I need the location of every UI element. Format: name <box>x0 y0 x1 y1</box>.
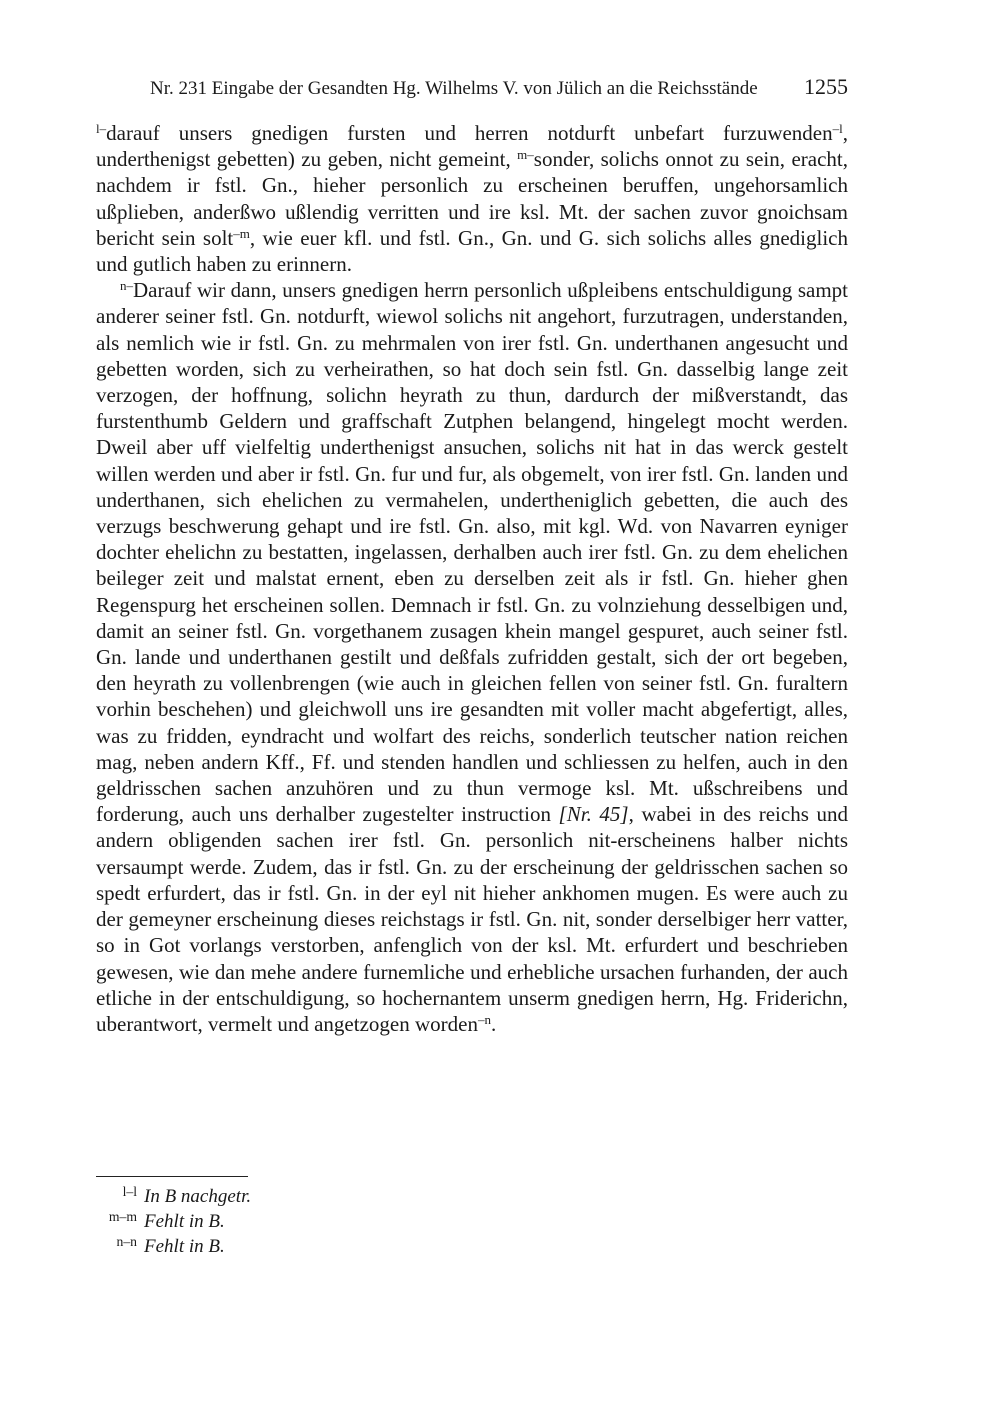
note-marker-m-start: m– <box>517 147 534 163</box>
paragraph-1-text-a: darauf unsers gnedigen fursten und herren notdurft unbefart furzuwenden <box>106 121 833 145</box>
footnote-mark: n–n <box>116 1234 137 1249</box>
footnote-text: Fehlt in B. <box>144 1236 225 1257</box>
note-marker-m-end: –m <box>233 225 250 241</box>
footnote <box>96 1234 496 1259</box>
paragraph-2-text-c: . <box>490 1011 497 1036</box>
paragraph-2 <box>96 277 848 1037</box>
paragraph-1-text-b: , underthenigst gebetten) zu geben, nicht gemeint, <box>96 121 848 172</box>
cross-reference: [Nr. 45] <box>558 802 629 827</box>
footnote-text: In B nachgetr. <box>144 1186 252 1207</box>
footnote <box>96 1184 496 1209</box>
note-marker-l-start: l– <box>96 120 107 136</box>
note-marker-n-end: –n <box>477 1011 491 1027</box>
footnote-text: Fehlt in B. <box>144 1211 225 1232</box>
paragraph-2-text-b: , wabei in des reichs und andern obligenden sachen irer fstl. Gn. personlich nit-erscheinens halber nichts versaumpt werde. Zudem, das ir fstl. Gn. zu der erscheinung der geldrisschen sachen so spedt erfurdert, das ir fstl. Gn. in der eyl nit hieher ankhomen mugen. Es were auch zu der gemeyner erscheinung dieses reichstags ir fstl. Gn. nit, sonder derselbiger herr vatter, so in Got vorlangs verstorben, anfenglich von der ksl. Mt. erfurdert und beschrieben gewesen, wie dan mehe andere furnemliche und erhebliche ursachen furhanden, der auch etliche in der entschuldigung, so hochernantem unserm gnedigen herrn, Hg. Friderichn, uberantwort, vermelt und angetzogen worden <box>96 802 848 1036</box>
header-title: Nr. 231 Eingabe der Gesandten Hg. Wilhelms V. von Jülich an die Reichsstände <box>150 78 758 99</box>
paragraph-1-text-d: , wie euer kfl. und fstl. Gn., Gn. und G. sich solichs alles gnediglich und gutlich haben zu erinnern. <box>96 225 849 277</box>
footnote-mark: m–m <box>108 1209 137 1224</box>
footnotes <box>96 1184 496 1259</box>
note-marker-l-end: –l <box>832 120 843 136</box>
footnote-mark: l–l <box>122 1184 137 1199</box>
footnote-divider <box>96 1176 248 1177</box>
main-text <box>96 120 848 1037</box>
paragraph-1-text-c: sonder, solichs onnot zu sein, eracht, nachdem ir fstl. Gn., hieher personlich zu erscheinen beruffen, ungehorsamlich ußplieben, anderßwo ußlendig verritten und ire ksl. Mt. der sachen zuvor gnoichsam bericht sein solt <box>96 147 848 250</box>
paragraph-1 <box>96 120 848 277</box>
paragraph-2-text-a: Darauf wir dann, unsers gnedigen herrn personlich ußpleibens entschuldigung sampt anderer seiner fstl. Gn. notdurft, wiewol solichs nit angehort, furzutragen, understanden, als nemlich wie ir fstl. Gn. zu mehrmalen von irer fstl. Gn. underthanen angesucht und gebetten worden, sich zu verheirathen, so hat doch sein fstl. Gn. dasselbig lange zeit verzogen, der hoffnung, solichn heyrath zu thun, dardurch der mißverstandt, das furstenthumb Geldern und graffschaft Zutphen belangend, hingelegt mocht werden. Dweil aber uff vielfeltig underthenigst ansuchen, solichs nit hat in das werck gestelt willen werden und aber ir fstl. Gn. fur und fur, als obgemelt, von irer fstl. Gn. landen und underthanen, sich ehelichen zu vermahelen, undertheniglich gebetten, die auch des verzugs beschwerung gehapt und ire fstl. Gn. also, mit kgl. Wd. von Navarren eyniger dochter ehelichn zu bestatten, ingelassen, derhalben auch irer fstl. Gn. zu dem ehelichen beileger zeit und malstat ernent, eben zu derselben zeit als ir fstl. Gn. hieher ghen Regenspurg het erscheinen sollen. Demnach ir fstl. Gn. zu volnziehung desselbigen und, damit an seiner fstl. Gn. vorgethanem zusagen khein mangel gespuret, auch seiner fstl. Gn. lande und underthanen gestilt und deßfals zufridden gestalt, sich der ort begeben, den heyrath zu vollenbrengen (wie auch in gleichen fellen von seiner fstl. Gn. furaltern vorhin beschehen) und gleichwoll uns ire gesandten mit voller macht abgefertigt, alles, was zu fridden, eyndracht und wolfart des reichs, sonderlich teutscher nation reichen mag, neben andern Kff., Ff. und stenden handlen und schliessen zu helfen, auch in den geldrisschen sachen anzuhören und zu thun vermoge ksl. Mt. ußschreibens und forderung, auch uns derhalber zugestelter instruction <box>96 278 848 827</box>
note-marker-n-start: n– <box>120 278 134 294</box>
running-header <box>150 76 848 102</box>
footnote <box>96 1209 496 1234</box>
page-number: 1255 <box>804 74 848 99</box>
